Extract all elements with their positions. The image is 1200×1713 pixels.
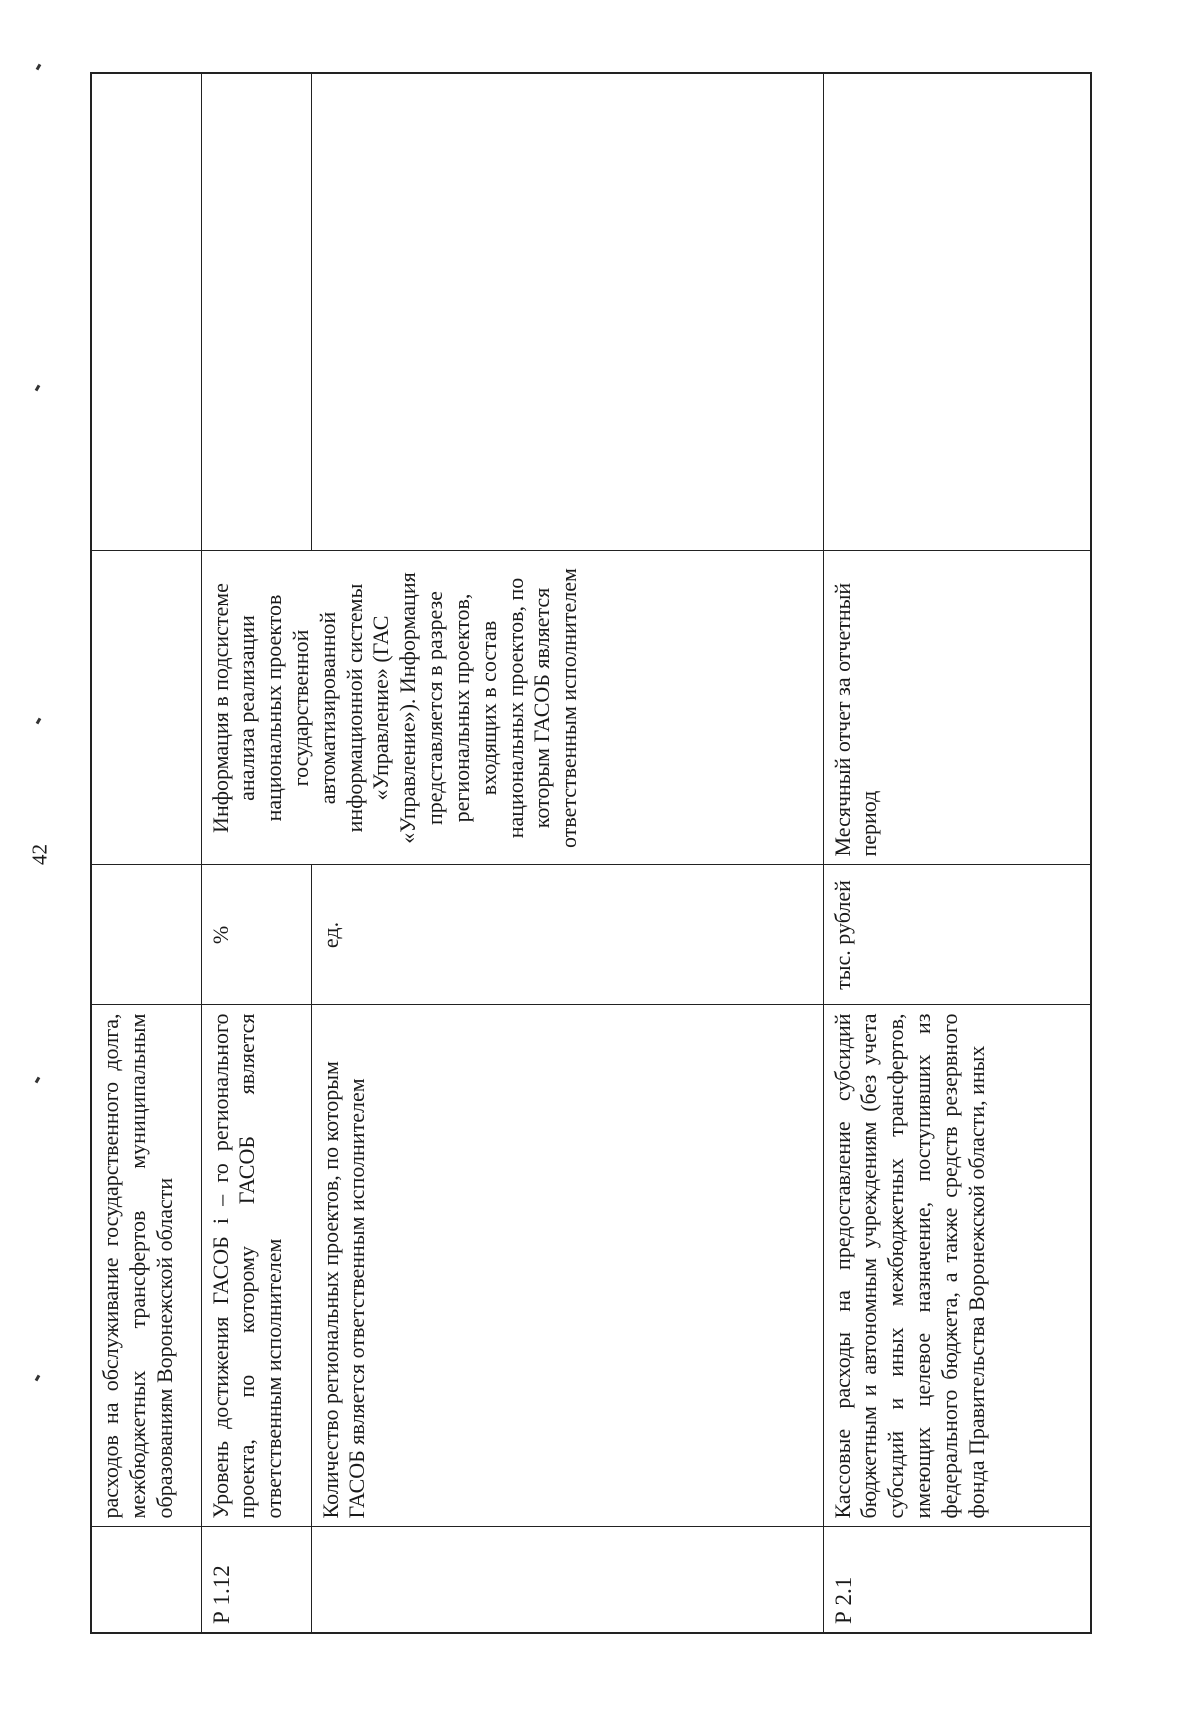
cell-code: Р 1.12	[201, 1527, 311, 1633]
page-number: 42	[27, 844, 52, 865]
scan-speck	[35, 1375, 41, 1382]
cell-source: Месячный отчет за отчетный период	[823, 551, 1091, 865]
indicators-table	[90, 72, 1092, 1634]
cell-note	[91, 73, 201, 551]
cell-unit: ед.	[311, 865, 823, 1005]
cell-note	[201, 73, 311, 551]
cell-description: Уровень достижения ГАСОБ i – го регионального проекта, по которому ГАСОБ является ответственным исполнителем	[201, 1005, 311, 1527]
cell-code: Р 2.1	[823, 1527, 1091, 1633]
cell-description: Количество региональных проектов, по которым ГАСОБ является ответственным исполнителем	[311, 1005, 823, 1527]
cell-unit: %	[201, 865, 311, 1005]
scan-speck	[35, 1077, 41, 1084]
scan-speck	[35, 385, 41, 392]
table-row	[201, 73, 311, 1633]
cell-note	[311, 73, 823, 551]
cell-description: расходов на обслуживание государственного долга, межбюджетных трансфертов муниципальным образованиям Воронежской области	[91, 1005, 201, 1527]
cell-description: Кассовые расходы на предоставление субсидий бюджетным и автономным учреждениям (без учета субсидий и иных межбюджетных трансфертов, имеющих целевое назначение, поступивших из федерального бюджета, а также средств резервного фонда Правительства Воронежской области, иных	[823, 1005, 1091, 1527]
rotated-table-wrapper	[90, 74, 1090, 1634]
table-row	[91, 73, 201, 1633]
scan-speck	[36, 718, 42, 725]
cell-source: Информация в подсистеме анализа реализации национальных проектов государственной автоматизированной информационной системы «Управление» (ГАС «Управление»). Информация представляется в разрезе региональных проектов, входящих в состав национальных проектов, по которым ГАСОБ является ответственным исполнителем	[201, 551, 823, 865]
cell-code	[311, 1527, 823, 1633]
cell-unit: тыс. рублей	[823, 865, 1091, 1005]
cell-code	[91, 1527, 201, 1633]
scan-speck	[36, 64, 42, 71]
cell-note	[823, 73, 1091, 551]
cell-source	[91, 551, 201, 865]
cell-unit	[91, 865, 201, 1005]
table-row	[823, 73, 1091, 1633]
